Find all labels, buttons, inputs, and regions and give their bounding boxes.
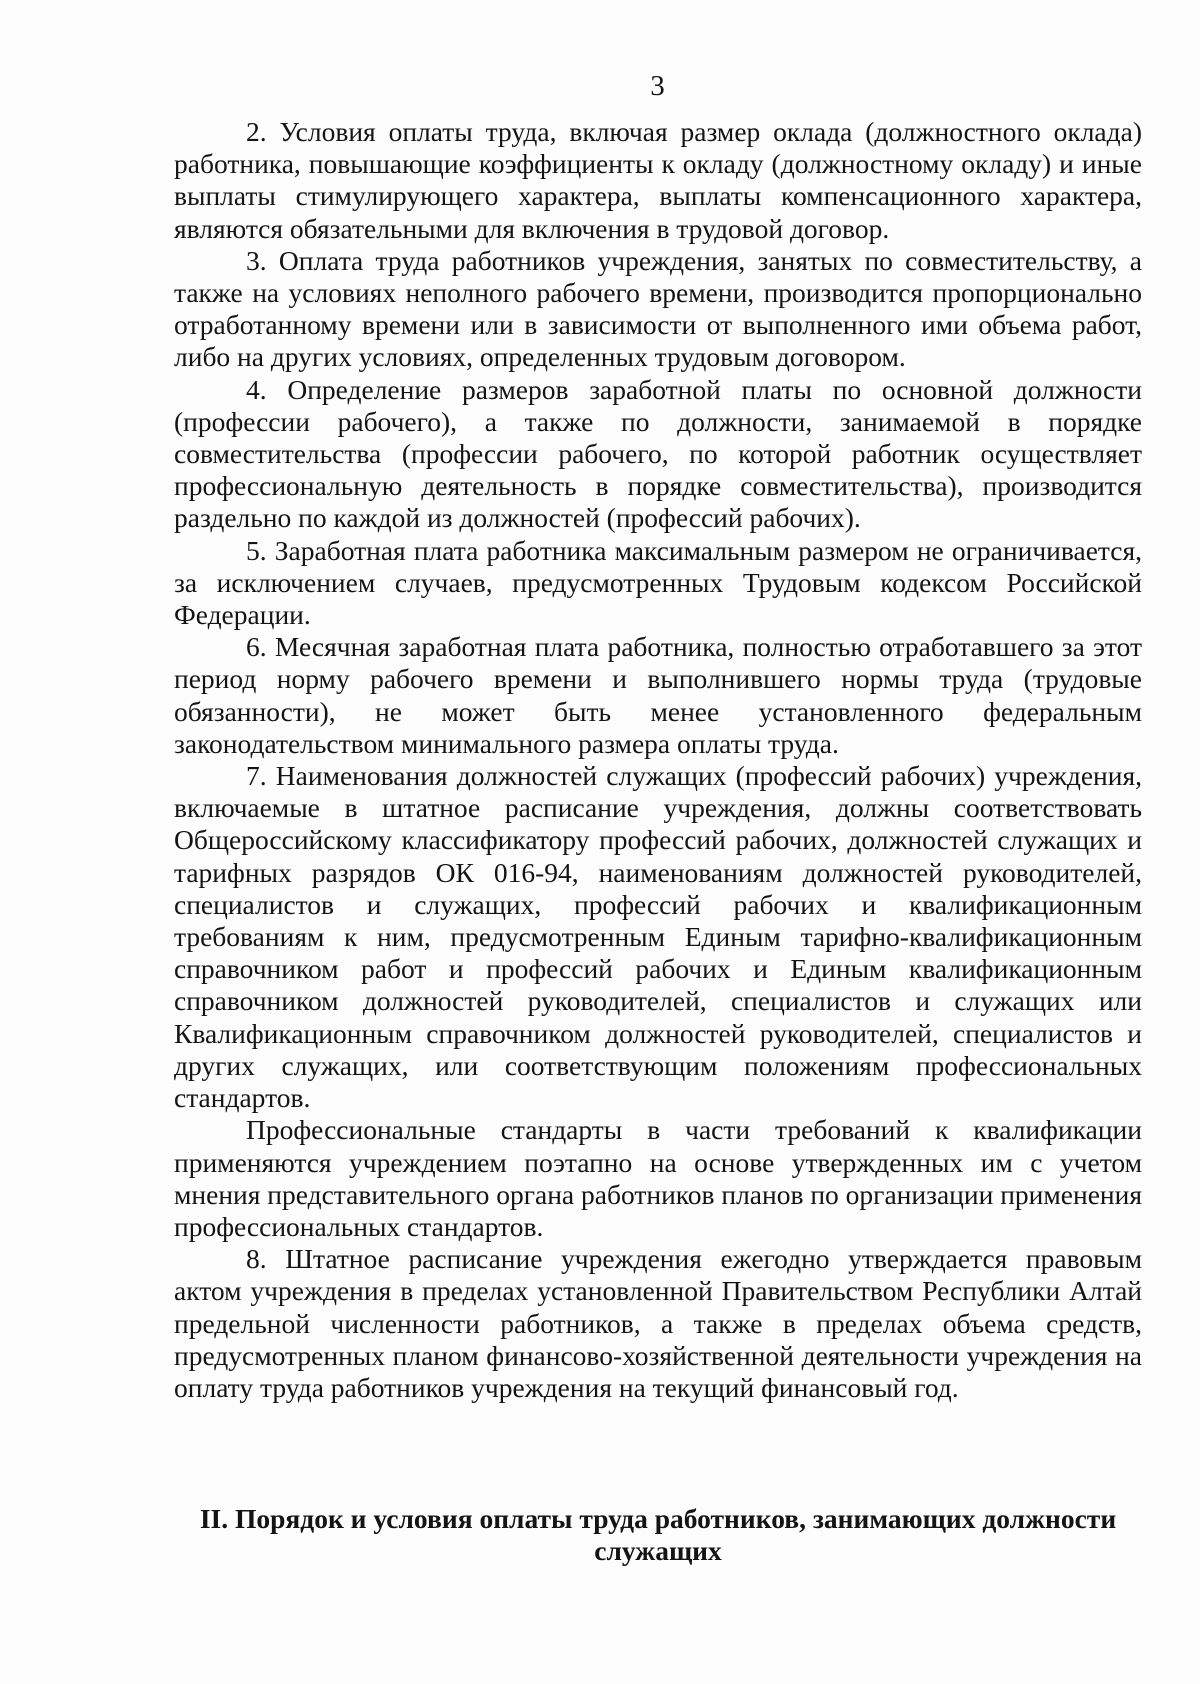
paragraph-5: 5. Заработная плата работника максимальным размером не ограничивается, за исключением случаев, предусмотренных Трудовым кодексом Российской Федерации. [174,534,1142,631]
paragraph-3: 3. Оплата труда работников учреждения, занятых по совместительству, а также на условиях неполного рабочего времени, производится пропорционально отработанному времени или в зависимости от выполненного ими объема работ, либо на других условиях, определенных трудовым договором. [174,244,1142,373]
paragraph-8: 8. Штатное расписание учреждения ежегодно утверждается правовым актом учреждения в пределах установленной Правительством Республики Алтай предельной численности работников, а также в пределах объема средств, предусмотренных планом финансово-хозяйственной деятельности учреждения на оплату труда работников учреждения на текущий финансовый год. [174,1243,1142,1403]
page-number: 3 [650,70,665,102]
document-body [174,116,1142,1404]
paragraph-6: 6. Месячная заработная плата работника, полностью отработавшего за этот период норму рабочего времени и выполнившего нормы труда (трудовые обязанности), не может быть менее установленного федеральным законодательством минимального размера оплаты труда. [174,631,1142,759]
paragraph-4: 4. Определение размеров заработной платы по основной должности (профессии рабочего), а также по должности, занимаемой в порядке совместительства (профессии рабочего, по которой работник осуществляет профессиональную деятельность в порядке совместительства), производится раздельно по каждой из должностей (профессий рабочих). [174,373,1142,534]
paragraph-7: 7. Наименования должностей служащих (профессий рабочих) учреждения, включаемые в штатное расписание учреждения, должны соответствовать Общероссийскому классификатору профессий рабочих, должностей служащих и тарифных разрядов ОК 016-94, наименованиям должностей руководителей, специалистов и служащих, профессий рабочих и квалификационным требованиям к ним, предусмотренным Единым тарифно-квалификационным справочником работ и профессий рабочих и Единым квалификационным справочником должностей руководителей, специалистов и служащих или Квалификационным справочником должностей руководителей, специалистов и других служащих, или соответствующим положениям профессиональных стандартов. [174,760,1142,1114]
paragraph-2: 2. Условия оплаты труда, включая размер оклада (должностного оклада) работника, повышающие коэффициенты к окладу (должностному окладу) и иные выплаты стимулирующего характера, выплаты компенсационного характера, являются обязательными для включения в трудовой договор. [174,116,1142,244]
paragraph-professional-standards: Профессиональные стандарты в части требований к квалификации применяются учреждением поэтапно на основе утвержденных им с учетом мнения представительного органа работников планов по организации применения профессиональных стандартов. [174,1114,1142,1242]
section-heading: II. Порядок и условия оплаты труда работников, занимающих должности служащих [199,1503,1117,1567]
